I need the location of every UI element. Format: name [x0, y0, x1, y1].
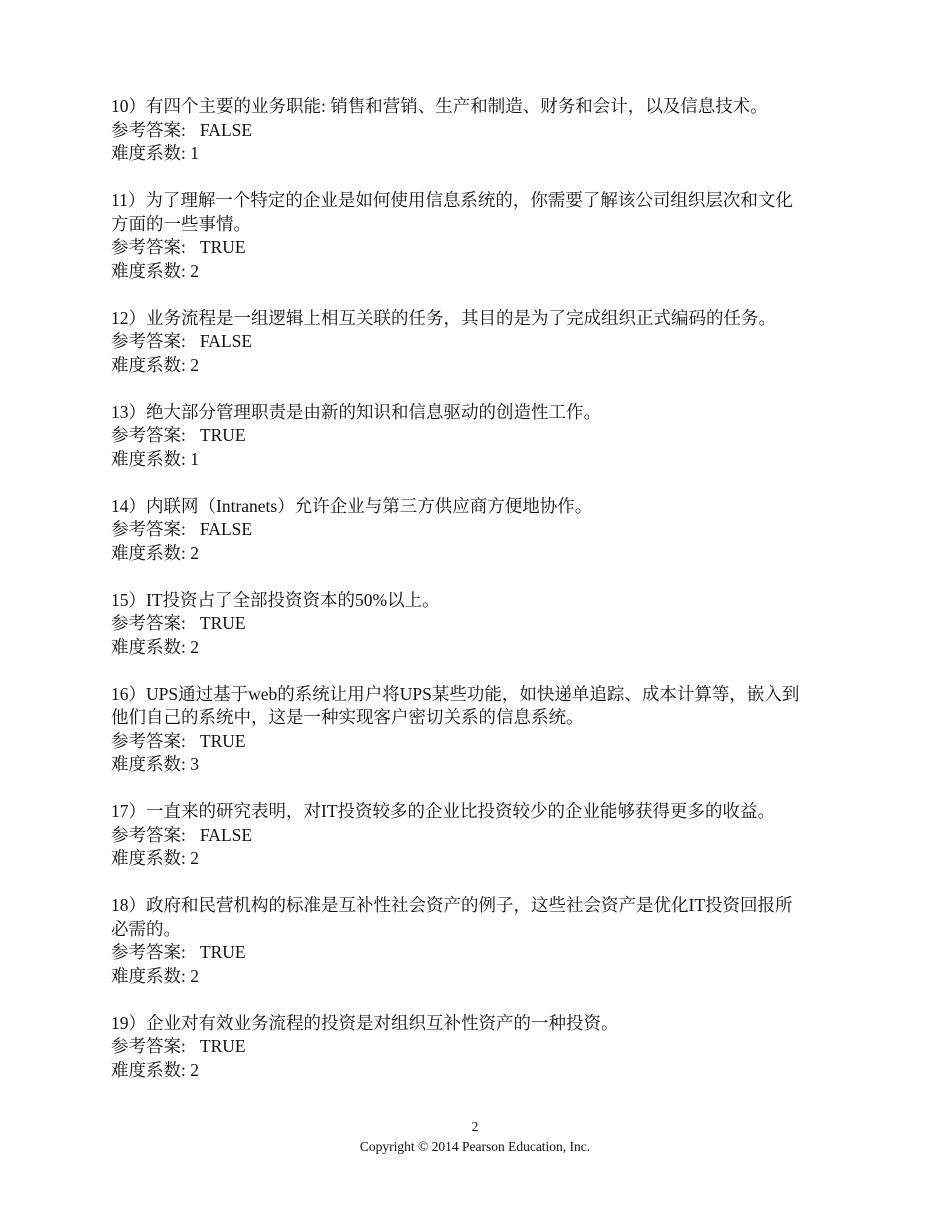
- difficulty-label: 难度系数:: [111, 143, 186, 163]
- answer-value: TRUE: [199, 942, 246, 962]
- question-text: [111, 307, 851, 331]
- answer-row: [111, 330, 851, 354]
- difficulty-row: [111, 542, 851, 566]
- question-text-line: 16）UPS通过基于web的系统让用户将UPS某些功能，如快递单追踪、成本计算等，嵌入到: [111, 683, 800, 704]
- answer-value: FALSE: [199, 331, 253, 351]
- answer-label: 参考答案:: [111, 425, 186, 445]
- answer-row: [111, 236, 851, 260]
- difficulty-label: 难度系数:: [111, 848, 186, 868]
- difficulty-value: 3: [190, 754, 199, 774]
- question-text-line: 17）一直来的研究表明，对IT投资较多的企业比投资较少的企业能够获得更多的收益。: [111, 801, 776, 821]
- question-item: [111, 495, 851, 566]
- difficulty-value: 2: [190, 1059, 199, 1080]
- answer-row: [111, 941, 851, 965]
- difficulty-label: 难度系数:: [111, 542, 186, 563]
- copyright-notice: Copyright © 2014 Pearson Education, Inc.: [359, 1139, 591, 1154]
- answer-label: 参考答案:: [111, 730, 186, 751]
- question-text-line: 18）政府和民营机构的标准是互补性社会资产的例子，这些社会资产是优化IT投资回报所: [111, 895, 793, 915]
- answer-label: 参考答案:: [111, 824, 186, 845]
- question-text-line: 14）内联网（Intranets）允许企业与第三方供应商方便地协作。: [111, 495, 593, 516]
- question-item: [111, 307, 851, 378]
- question-item: [111, 1012, 851, 1083]
- question-text: [111, 189, 851, 236]
- difficulty-value: 2: [190, 542, 199, 563]
- question-text-line: 12）业务流程是一组逻辑上相互关联的任务，其目的是为了完成组织正式编码的任务。: [111, 307, 776, 328]
- page-number: 2: [471, 1119, 479, 1134]
- difficulty-label: 难度系数:: [111, 754, 186, 774]
- difficulty-value: 1: [190, 143, 199, 163]
- answer-value: FALSE: [199, 824, 253, 845]
- difficulty-row: [111, 142, 851, 166]
- difficulty-row: [111, 965, 851, 989]
- answer-label: 参考答案:: [111, 613, 186, 633]
- answer-row: [111, 518, 851, 542]
- question-text-line: 必需的。: [111, 918, 181, 939]
- question-text: [111, 894, 851, 941]
- answer-row: [111, 612, 851, 636]
- answer-row: [111, 824, 851, 848]
- question-text: [111, 589, 851, 613]
- difficulty-row: [111, 260, 851, 284]
- question-text: [111, 800, 851, 824]
- difficulty-label: 难度系数:: [111, 1059, 186, 1080]
- question-text-line: 11）为了理解一个特定的企业是如何使用信息系统的，你需要了解该公司组织层次和文化: [111, 190, 793, 210]
- question-text: [111, 401, 851, 425]
- question-text: [111, 683, 851, 730]
- answer-value: TRUE: [199, 237, 246, 257]
- question-text-line: 他们自己的系统中，这是一种实现客户密切关系的信息系统。: [111, 707, 584, 727]
- answer-row: [111, 1035, 851, 1059]
- difficulty-label: 难度系数:: [111, 260, 186, 281]
- difficulty-label: 难度系数:: [111, 965, 186, 986]
- question-item: [111, 189, 851, 283]
- difficulty-value: 1: [190, 448, 199, 469]
- question-item: [111, 589, 851, 660]
- question-text-line: 13）绝大部分管理职责是由新的知识和信息驱动的创造性工作。: [111, 401, 601, 422]
- question-item: [111, 401, 851, 472]
- answer-row: [111, 424, 851, 448]
- difficulty-label: 难度系数:: [111, 448, 186, 469]
- question-item: [111, 95, 851, 166]
- question-text-line: 10）有四个主要的业务职能: 销售和营销、生产和制造、财务和会计，以及信息技术。: [111, 96, 768, 116]
- answer-label: 参考答案:: [111, 519, 186, 539]
- answer-value: TRUE: [199, 613, 246, 633]
- difficulty-value: 2: [190, 260, 199, 281]
- question-text: [111, 495, 851, 519]
- difficulty-label: 难度系数:: [111, 636, 186, 657]
- answer-row: [111, 119, 851, 143]
- answer-value: TRUE: [199, 1036, 246, 1056]
- difficulty-value: 2: [190, 965, 199, 986]
- difficulty-row: [111, 847, 851, 871]
- difficulty-label: 难度系数:: [111, 354, 186, 375]
- question-item: [111, 683, 851, 777]
- answer-label: 参考答案:: [111, 1036, 186, 1056]
- answer-label: 参考答案:: [111, 331, 186, 351]
- answer-value: TRUE: [199, 425, 246, 445]
- answer-label: 参考答案:: [111, 942, 186, 962]
- question-list: [111, 95, 851, 1106]
- difficulty-row: [111, 354, 851, 378]
- difficulty-value: 2: [190, 354, 199, 375]
- answer-label: 参考答案:: [111, 237, 186, 257]
- question-item: [111, 800, 851, 871]
- question-text-line: 15）IT投资占了全部投资资本的50%以上。: [111, 589, 440, 610]
- difficulty-value: 2: [190, 636, 199, 657]
- difficulty-row: [111, 448, 851, 472]
- answer-value: FALSE: [199, 519, 253, 539]
- question-text: [111, 1012, 851, 1036]
- question-item: [111, 894, 851, 988]
- answer-label: 参考答案:: [111, 119, 186, 140]
- question-text-line: 19）企业对有效业务流程的投资是对组织互补性资产的一种投资。: [111, 1012, 619, 1033]
- difficulty-row: [111, 636, 851, 660]
- question-text-line: 方面的一些事情。: [111, 213, 251, 234]
- answer-row: [111, 730, 851, 754]
- difficulty-row: [111, 753, 851, 777]
- question-text: [111, 95, 851, 119]
- page-footer: [0, 1117, 950, 1157]
- difficulty-value: 2: [190, 848, 199, 868]
- answer-value: TRUE: [199, 730, 246, 751]
- difficulty-row: [111, 1059, 851, 1083]
- answer-value: FALSE: [199, 119, 253, 140]
